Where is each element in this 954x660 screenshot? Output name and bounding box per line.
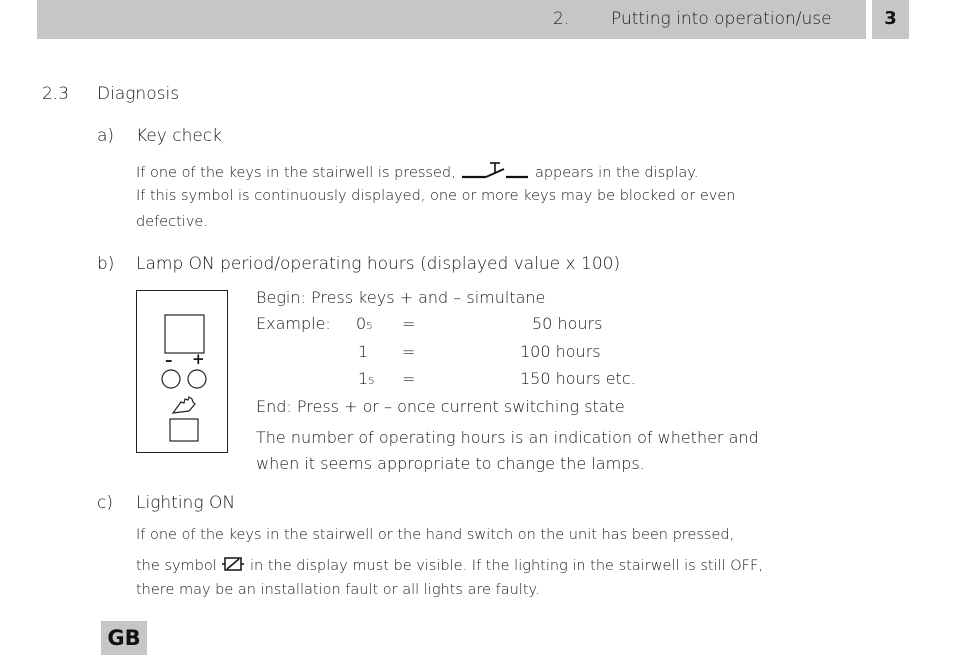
key-check-label: a) (97, 126, 115, 146)
example-value: 100 hours (520, 342, 601, 361)
page-number: 3 (884, 8, 897, 29)
section-title: Diagnosis (97, 84, 180, 104)
device-panel-icon (137, 291, 227, 452)
key-check-line3: defective. (136, 214, 208, 230)
key-check-line2: If this symbol is continuously displayed, one or more keys may be blocked or even (136, 188, 736, 204)
lighting-on-label: c) (97, 493, 113, 513)
lighting-on-line3: there may be an installation fault or all lights are faulty. (136, 582, 540, 598)
example-code-main: 1 (358, 342, 369, 361)
example-equals: = (402, 314, 416, 333)
lamp-on-label: b) (97, 254, 115, 274)
lamp-on-title: Lamp ON period/operating hours (displayed value x 100) (136, 254, 621, 274)
key-check-line1-before: If one of the keys in the stairwell is pressed, (136, 165, 456, 181)
lighting-on-line2-after: in the display must be visible. If the lighting in the stairwell is still OFF, (250, 558, 763, 574)
device-diagram (136, 290, 228, 453)
example-value: 50 hours (532, 314, 603, 333)
example-code-main: 0 (356, 314, 367, 333)
lamp-on-end: End: Press + or – once current switching state (256, 397, 625, 416)
hand-switch-icon (173, 397, 195, 413)
plus-key-label: + (192, 350, 205, 368)
example-code-sub: 5 (366, 321, 373, 332)
relay-contact-symbol-icon (221, 555, 245, 573)
lamp-on-begin: Begin: Press keys + and – simultane (256, 288, 546, 307)
lighting-on-line1: If one of the keys in the stairwell or the hand switch on the unit has been pressed, (136, 527, 735, 543)
lighting-on-line2-before: the symbol (136, 558, 217, 574)
example-equals: = (402, 342, 416, 361)
chapter-title: Putting into operation/use (611, 9, 832, 29)
lighting-on-line2 (136, 555, 763, 574)
example-value: 150 hours etc. (520, 369, 636, 388)
example-row-2 (358, 342, 368, 361)
key-check-line1-after: appears in the display. (534, 165, 699, 181)
language-box (101, 621, 147, 655)
lamp-on-note-line1: The number of operating hours is an indication of whether and (256, 428, 759, 447)
example-equals: = (402, 369, 416, 388)
minus-key-label: – (165, 351, 173, 369)
lighting-on-title: Lighting ON (136, 493, 236, 513)
section-number: 2.3 (42, 84, 70, 104)
chapter-number: 2. (553, 9, 570, 29)
header-bar (37, 0, 866, 39)
example-row-3 (358, 369, 375, 388)
key-check-title: Key check (136, 126, 222, 146)
page-number-box (872, 0, 909, 39)
example-row-1 (356, 314, 373, 333)
example-label: Example: (256, 314, 331, 333)
lamp-on-note-line2: when it seems appropriate to change the lamps. (256, 454, 645, 473)
language-code: GB (107, 626, 141, 650)
example-code-main: 1 (358, 369, 369, 388)
example-code-sub: 5 (368, 376, 375, 387)
key-check-line1 (136, 160, 698, 181)
push-key-symbol-icon (460, 160, 530, 180)
